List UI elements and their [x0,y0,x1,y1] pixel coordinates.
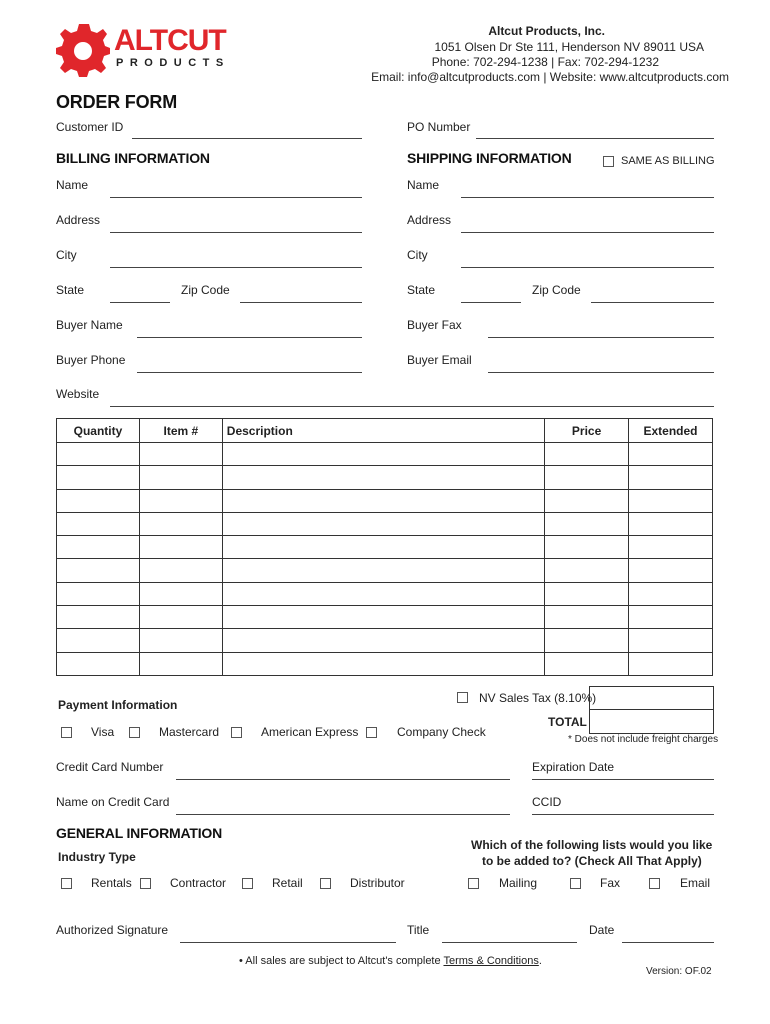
table-row [57,606,713,629]
cell-extended[interactable] [629,466,713,489]
lists-question-line1: Which of the following lists would you like [471,838,713,852]
tax-box[interactable] [589,686,714,710]
cell-item-number[interactable] [139,652,222,675]
cell-extended[interactable] [629,559,713,582]
website-field[interactable] [110,406,714,407]
cell-description[interactable] [222,582,544,605]
cell-qty[interactable] [57,536,140,559]
buyer-name-field[interactable] [137,337,362,338]
distributor-checkbox[interactable] [320,878,331,889]
footer-note-prefix: • All sales are subject to Altcut's complete [239,955,444,967]
cell-item-number[interactable] [139,466,222,489]
cell-description[interactable] [222,652,544,675]
cell-price[interactable] [545,606,629,629]
company-name: Altcut Products, Inc. [488,24,605,38]
cell-price[interactable] [545,443,629,466]
cell-qty[interactable] [57,652,140,675]
customer-id-field[interactable] [132,138,362,139]
table-row [57,559,713,582]
email-list-checkbox[interactable] [649,878,660,889]
rentals-checkbox[interactable] [61,878,72,889]
billing-heading: BILLING INFORMATION [56,150,210,166]
company-logo [56,22,236,78]
retail-label: Retail [272,876,303,890]
amex-label: American Express [261,725,359,739]
expiration-field[interactable] [532,779,714,780]
col-description: Description [222,419,544,443]
cell-item-number[interactable] [139,606,222,629]
table-row [57,512,713,535]
footer-note [239,955,542,967]
items-table [56,418,713,676]
items-table-header [57,419,713,443]
form-title: ORDER FORM [56,92,177,112]
shipping-address-field[interactable] [461,232,714,233]
buyer-phone-label: Buyer Phone [56,353,126,367]
po-number-label: PO Number [407,120,471,134]
table-row [57,443,713,466]
visa-label: Visa [91,725,115,739]
signature-date-label: Date [589,923,615,937]
billing-state-label: State [56,283,85,297]
cell-price[interactable] [545,559,629,582]
billing-zip-field[interactable] [240,302,362,303]
company-phone-fax: Phone: 702-294-1238 | Fax: 702-294-1232 [431,55,659,69]
fax-list-label: Fax [600,876,621,890]
payment-heading: Payment Information [58,698,178,712]
expiration-label: Expiration Date [532,760,615,774]
fax-list-checkbox[interactable] [570,878,581,889]
shipping-city-label: City [407,248,428,262]
gear-logo-icon [56,22,110,78]
cell-price[interactable] [545,536,629,559]
shipping-zip-label: Zip Code [532,283,581,297]
cell-qty[interactable] [57,582,140,605]
cell-qty[interactable] [57,443,140,466]
billing-state-field[interactable] [110,302,170,303]
authorized-signature-field[interactable] [180,942,396,943]
cell-qty[interactable] [57,629,140,652]
shipping-city-field[interactable] [461,267,714,268]
cell-price[interactable] [545,466,629,489]
cell-item-number[interactable] [139,536,222,559]
distributor-label: Distributor [350,876,405,890]
signature-date-field[interactable] [622,942,714,943]
billing-name-field[interactable] [110,197,362,198]
version-label: Version: OF.02 [646,966,712,977]
company-check-checkbox[interactable] [366,727,377,738]
table-row [57,489,713,512]
nv-tax-checkbox[interactable] [457,692,468,703]
cell-item-number[interactable] [139,629,222,652]
cell-qty[interactable] [57,512,140,535]
cell-description[interactable] [222,443,544,466]
lists-question-line2: to be added to? (Check All That Apply) [482,854,702,868]
total-box[interactable] [589,709,714,734]
billing-zip-label: Zip Code [181,283,230,297]
buyer-fax-label: Buyer Fax [407,318,462,332]
contractor-label: Contractor [170,876,227,890]
company-address: 1051 Olsen Dr Ste 111, Henderson NV 89011 USA [434,40,704,54]
buyer-fax-field[interactable] [488,337,714,338]
cell-qty[interactable] [57,466,140,489]
cell-description[interactable] [222,559,544,582]
cell-item-number[interactable] [139,489,222,512]
billing-address-label: Address [56,213,101,227]
logo-subtext: PRODUCTS [116,57,230,69]
ccid-label: CCID [532,795,562,809]
po-number-field[interactable] [476,138,714,139]
cc-number-field[interactable] [176,779,510,780]
cell-item-number[interactable] [139,443,222,466]
cell-description[interactable] [222,629,544,652]
cell-extended[interactable] [629,582,713,605]
col-item-number: Item # [139,419,222,443]
cell-description[interactable] [222,536,544,559]
rentals-label: Rentals [91,876,132,890]
table-row [57,652,713,675]
same-as-billing-label: SAME AS BILLING [621,155,715,167]
amex-checkbox[interactable] [231,727,242,738]
billing-city-label: City [56,248,77,262]
shipping-heading: SHIPPING INFORMATION [407,150,572,166]
col-quantity: Quantity [57,419,140,443]
cell-extended[interactable] [629,652,713,675]
buyer-name-label: Buyer Name [56,318,123,332]
customer-id-label: Customer ID [56,120,124,134]
cell-item-number[interactable] [139,512,222,535]
col-price: Price [545,419,629,443]
ccid-field[interactable] [532,814,714,815]
cell-price[interactable] [545,652,629,675]
signature-title-label: Title [407,923,430,937]
cell-extended[interactable] [629,536,713,559]
logo-wordmark [114,26,226,56]
cell-description[interactable] [222,466,544,489]
table-row [57,582,713,605]
mailing-checkbox[interactable] [468,878,479,889]
terms-link[interactable]: Terms & Conditions [443,955,539,967]
billing-city-field[interactable] [110,267,362,268]
visa-checkbox[interactable] [61,727,72,738]
authorized-signature-label: Authorized Signature [56,923,169,937]
total-label: TOTAL [548,715,587,729]
company-check-label: Company Check [397,725,486,739]
buyer-email-field[interactable] [488,372,714,373]
cell-price[interactable] [545,489,629,512]
nv-tax-label: NV Sales Tax (8.10%) [479,691,597,705]
shipping-state-label: State [407,283,436,297]
cell-extended[interactable] [629,512,713,535]
cell-description[interactable] [222,489,544,512]
buyer-email-label: Buyer Email [407,353,472,367]
name-on-card-field[interactable] [176,814,510,815]
cell-extended[interactable] [629,629,713,652]
mastercard-checkbox[interactable] [129,727,140,738]
cell-price[interactable] [545,512,629,535]
table-row [57,536,713,559]
email-list-label: Email [680,876,711,890]
mailing-label: Mailing [499,876,538,890]
billing-address-field[interactable] [110,232,362,233]
shipping-zip-field[interactable] [591,302,714,303]
buyer-phone-field[interactable] [137,372,362,373]
cell-item-number[interactable] [139,582,222,605]
freight-note: * Does not include freight charges [568,734,719,745]
cell-price[interactable] [545,629,629,652]
table-row [57,466,713,489]
contractor-checkbox[interactable] [140,878,151,889]
cell-qty[interactable] [57,559,140,582]
billing-name-label: Name [56,178,89,192]
company-email-web: Email: info@altcutproducts.com | Website: www.altcutproducts.com [371,70,729,84]
cell-price[interactable] [545,582,629,605]
retail-checkbox[interactable] [242,878,253,889]
cell-extended[interactable] [629,606,713,629]
cc-number-label: Credit Card Number [56,760,164,774]
general-heading: GENERAL INFORMATION [56,825,223,841]
mastercard-label: Mastercard [159,725,220,739]
shipping-name-label: Name [407,178,440,192]
footer-note-suffix: . [538,955,542,967]
signature-title-field[interactable] [442,942,577,943]
shipping-state-field[interactable] [461,302,521,303]
cell-qty[interactable] [57,606,140,629]
table-row [57,629,713,652]
website-label: Website [56,387,100,401]
shipping-address-label: Address [407,213,452,227]
cell-item-number[interactable] [139,559,222,582]
col-extended: Extended [629,419,713,443]
logo-text-main: ALTCUT [114,24,226,57]
cell-extended[interactable] [629,443,713,466]
same-as-billing-checkbox[interactable] [603,156,614,167]
cell-qty[interactable] [57,489,140,512]
cell-description[interactable] [222,606,544,629]
shipping-name-field[interactable] [461,197,714,198]
cell-extended[interactable] [629,489,713,512]
cell-description[interactable] [222,512,544,535]
name-on-card-label: Name on Credit Card [56,795,170,809]
industry-type-label: Industry Type [58,850,136,864]
